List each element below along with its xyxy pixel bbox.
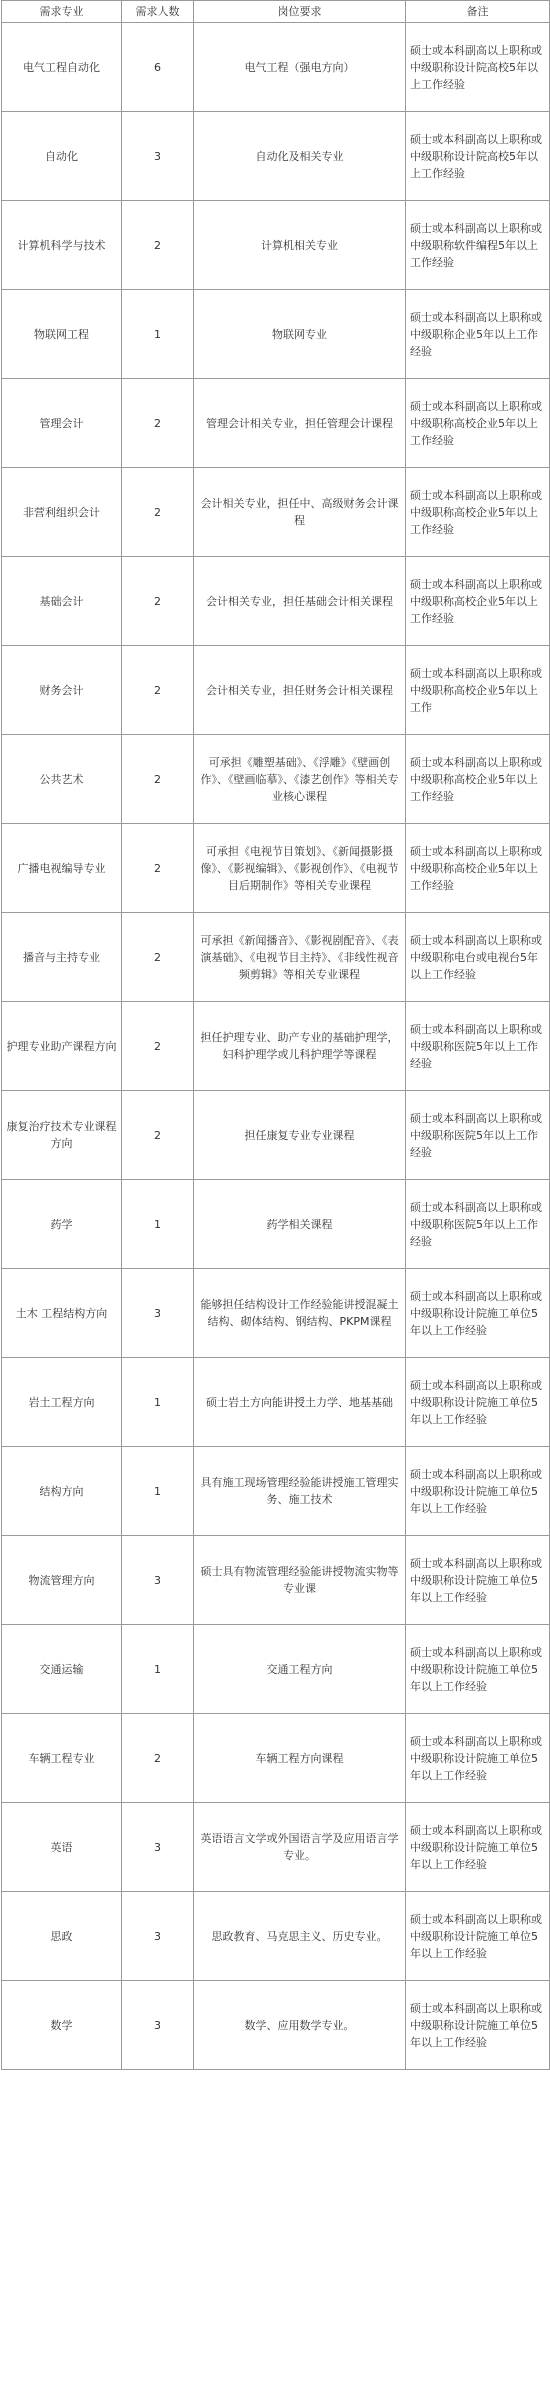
cell-count: 3	[122, 1803, 194, 1892]
cell-requirement: 具有施工现场管理经验能讲授施工管理实务、施工技术	[194, 1447, 406, 1536]
cell-requirement: 数学、应用数学专业。	[194, 1981, 406, 2070]
cell-requirement: 药学相关课程	[194, 1180, 406, 1269]
cell-count: 2	[122, 1002, 194, 1091]
table-row	[2, 379, 550, 468]
cell-count: 2	[122, 1714, 194, 1803]
cell-count: 2	[122, 201, 194, 290]
cell-note: 硕士或本科副高以上职称或中级职称高校企业5年以上工作	[406, 646, 550, 735]
cell-count: 3	[122, 1892, 194, 1981]
cell-major: 思政	[2, 1892, 122, 1981]
cell-count: 2	[122, 379, 194, 468]
cell-count: 2	[122, 1091, 194, 1180]
table-row	[2, 1447, 550, 1536]
cell-requirement: 思政教育、马克思主义、历史专业。	[194, 1892, 406, 1981]
cell-requirement: 物联网专业	[194, 290, 406, 379]
cell-requirement: 能够担任结构设计工作经验能讲授混凝土结构、砌体结构、钢结构、PKPM课程	[194, 1269, 406, 1358]
cell-count: 1	[122, 1625, 194, 1714]
table-row	[2, 290, 550, 379]
cell-requirement: 会计相关专业，担任中、高级财务会计课程	[194, 468, 406, 557]
table-row	[2, 1803, 550, 1892]
header-count: 需求人数	[122, 1, 194, 23]
table-row	[2, 646, 550, 735]
cell-major: 广播电视编导专业	[2, 824, 122, 913]
cell-requirement: 担任康复专业专业课程	[194, 1091, 406, 1180]
cell-major: 非营利组织会计	[2, 468, 122, 557]
cell-note: 硕士或本科副高以上职称或中级职称设计院施工单位5年以上工作经验	[406, 1714, 550, 1803]
cell-requirement: 计算机相关专业	[194, 201, 406, 290]
cell-count: 3	[122, 112, 194, 201]
cell-major: 财务会计	[2, 646, 122, 735]
cell-count: 2	[122, 646, 194, 735]
cell-note: 硕士或本科副高以上职称或中级职称软件编程5年以上工作经验	[406, 201, 550, 290]
table-row	[2, 735, 550, 824]
cell-note: 硕士或本科副高以上职称或中级职称医院5年以上工作经验	[406, 1180, 550, 1269]
table-row	[2, 468, 550, 557]
cell-requirement: 管理会计相关专业，担任管理会计课程	[194, 379, 406, 468]
cell-requirement: 会计相关专业，担任财务会计相关课程	[194, 646, 406, 735]
cell-count: 1	[122, 1180, 194, 1269]
table-row	[2, 1714, 550, 1803]
cell-major: 护理专业助产课程方向	[2, 1002, 122, 1091]
cell-requirement: 可承担《雕塑基础》、《浮雕》《壁画创作》、《壁画临摹》、《漆艺创作》等相关专业核心课程	[194, 735, 406, 824]
cell-requirement: 担任护理专业、助产专业的基础护理学，妇科护理学或儿科护理学等课程	[194, 1002, 406, 1091]
cell-note: 硕士或本科副高以上职称或中级职称设计院施工单位5年以上工作经验	[406, 1358, 550, 1447]
cell-note: 硕士或本科副高以上职称或中级职称高校企业5年以上工作经验	[406, 379, 550, 468]
cell-note: 硕士或本科副高以上职称或中级职称设计院施工单位5年以上工作经验	[406, 1625, 550, 1714]
cell-major: 基础会计	[2, 557, 122, 646]
cell-count: 3	[122, 1269, 194, 1358]
table-row	[2, 23, 550, 112]
cell-major: 播音与主持专业	[2, 913, 122, 1002]
cell-count: 6	[122, 23, 194, 112]
table-row	[2, 112, 550, 201]
cell-count: 1	[122, 290, 194, 379]
cell-major: 英语	[2, 1803, 122, 1892]
table-row	[2, 1180, 550, 1269]
table-row	[2, 824, 550, 913]
cell-major: 车辆工程专业	[2, 1714, 122, 1803]
cell-count: 2	[122, 824, 194, 913]
table-row	[2, 1892, 550, 1981]
cell-requirement: 可承担《电视节目策划》、《新闻摄影摄像》、《影视编辑》、《影视创作》、《电视节目后期制作》等相关专业课程	[194, 824, 406, 913]
cell-major: 岩土工程方向	[2, 1358, 122, 1447]
cell-count: 1	[122, 1447, 194, 1536]
cell-count: 2	[122, 557, 194, 646]
cell-major: 土木 工程结构方向	[2, 1269, 122, 1358]
cell-note: 硕士或本科副高以上职称或中级职称电台或电视台5年以上工作经验	[406, 913, 550, 1002]
table-row	[2, 1358, 550, 1447]
cell-major: 结构方向	[2, 1447, 122, 1536]
table-row	[2, 1269, 550, 1358]
cell-count: 2	[122, 913, 194, 1002]
cell-major: 公共艺术	[2, 735, 122, 824]
cell-note: 硕士或本科副高以上职称或中级职称设计院施工单位5年以上工作经验	[406, 1269, 550, 1358]
cell-requirement: 自动化及相关专业	[194, 112, 406, 201]
table-header-row	[2, 1, 550, 23]
cell-requirement: 英语语言文学或外国语言学及应用语言学专业。	[194, 1803, 406, 1892]
cell-note: 硕士或本科副高以上职称或中级职称设计院施工单位5年以上工作经验	[406, 1892, 550, 1981]
cell-note: 硕士或本科副高以上职称或中级职称设计院施工单位5年以上工作经验	[406, 1803, 550, 1892]
table-row	[2, 1625, 550, 1714]
cell-major: 药学	[2, 1180, 122, 1269]
header-requirement: 岗位要求	[194, 1, 406, 23]
cell-note: 硕士或本科副高以上职称或中级职称高校企业5年以上工作经验	[406, 557, 550, 646]
table-row	[2, 1002, 550, 1091]
cell-note: 硕士或本科副高以上职称或中级职称设计院高校5年以上工作经验	[406, 23, 550, 112]
table-row	[2, 1981, 550, 2070]
cell-note: 硕士或本科副高以上职称或中级职称高校企业5年以上工作经验	[406, 735, 550, 824]
cell-major: 自动化	[2, 112, 122, 201]
header-major: 需求专业	[2, 1, 122, 23]
cell-major: 物联网工程	[2, 290, 122, 379]
cell-requirement: 可承担《新闻播音》、《影视剧配音》、《表演基础》、《电视节目主持》、《非线性视音频剪辑》等相关专业课程	[194, 913, 406, 1002]
cell-requirement: 硕士岩土方向能讲授土力学、地基基础	[194, 1358, 406, 1447]
table-row	[2, 1536, 550, 1625]
cell-major: 数学	[2, 1981, 122, 2070]
cell-count: 1	[122, 1358, 194, 1447]
table-row	[2, 557, 550, 646]
cell-note: 硕士或本科副高以上职称或中级职称高校企业5年以上工作经验	[406, 824, 550, 913]
cell-requirement: 会计相关专业，担任基础会计相关课程	[194, 557, 406, 646]
table-row	[2, 913, 550, 1002]
table-row	[2, 201, 550, 290]
cell-note: 硕士或本科副高以上职称或中级职称设计院高校5年以上工作经验	[406, 112, 550, 201]
cell-count: 2	[122, 735, 194, 824]
cell-major: 电气工程自动化	[2, 23, 122, 112]
cell-requirement: 电气工程（强电方向）	[194, 23, 406, 112]
cell-note: 硕士或本科副高以上职称或中级职称医院5年以上工作经验	[406, 1091, 550, 1180]
cell-note: 硕士或本科副高以上职称或中级职称设计院施工单位5年以上工作经验	[406, 1981, 550, 2070]
cell-count: 2	[122, 468, 194, 557]
cell-requirement: 硕士具有物流管理经验能讲授物流实物等专业课	[194, 1536, 406, 1625]
table-row	[2, 1091, 550, 1180]
cell-note: 硕士或本科副高以上职称或中级职称高校企业5年以上工作经验	[406, 468, 550, 557]
cell-requirement: 车辆工程方向课程	[194, 1714, 406, 1803]
cell-major: 计算机科学与技术	[2, 201, 122, 290]
header-note: 备注	[406, 1, 550, 23]
cell-major: 交通运输	[2, 1625, 122, 1714]
cell-note: 硕士或本科副高以上职称或中级职称企业5年以上工作经验	[406, 290, 550, 379]
cell-note: 硕士或本科副高以上职称或中级职称设计院施工单位5年以上工作经验	[406, 1447, 550, 1536]
cell-major: 物流管理方向	[2, 1536, 122, 1625]
cell-major: 康复治疗技术专业课程方向	[2, 1091, 122, 1180]
cell-note: 硕士或本科副高以上职称或中级职称医院5年以上工作经验	[406, 1002, 550, 1091]
cell-major: 管理会计	[2, 379, 122, 468]
recruitment-table	[1, 0, 550, 2070]
cell-requirement: 交通工程方向	[194, 1625, 406, 1714]
cell-count: 3	[122, 1536, 194, 1625]
cell-count: 3	[122, 1981, 194, 2070]
cell-note: 硕士或本科副高以上职称或中级职称设计院施工单位5年以上工作经验	[406, 1536, 550, 1625]
